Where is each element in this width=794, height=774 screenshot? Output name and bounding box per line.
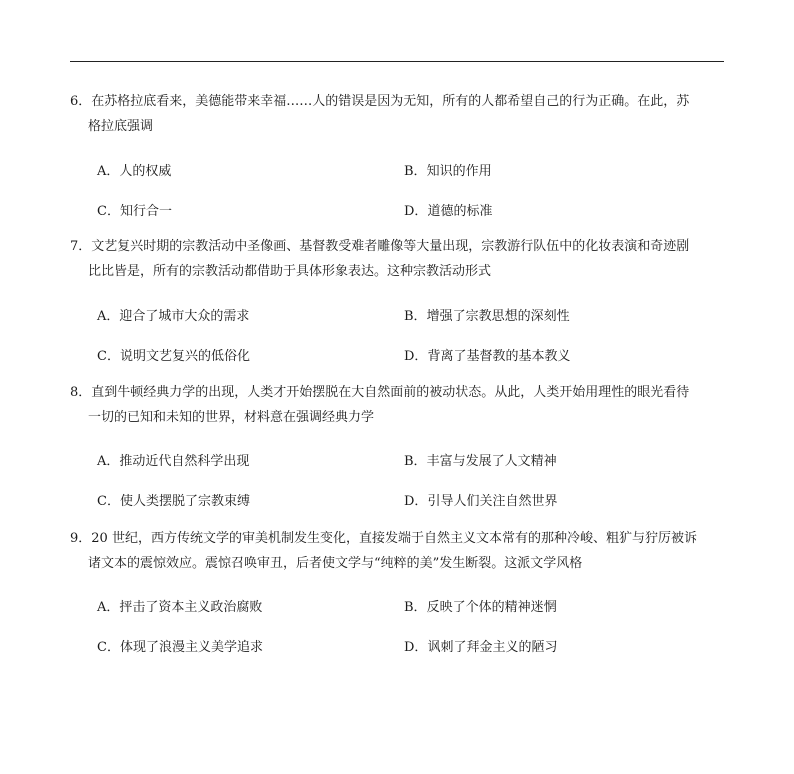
option-d[interactable]: D．道德的标准 — [404, 204, 493, 219]
option-a[interactable]: A．抨击了资本主义政治腐败 — [97, 600, 263, 615]
question-number: 9． — [70, 531, 92, 546]
question-number: 7． — [70, 239, 92, 254]
option-c[interactable]: C．体现了浪漫主义美学追求 — [97, 640, 263, 655]
option-d[interactable]: D．讽刺了拜金主义的陋习 — [404, 640, 558, 655]
question-text-line-2: 诸文本的震惊效应。震惊召唤审丑，后者使文学与“纯粹的美”发生断裂。这派文学风格 — [88, 556, 583, 571]
question-text-line-1: 直到牛顿经典力学的出现，人类才开始摆脱在大自然面前的被动状态。从此，人类开始用理性的眼光看待 — [91, 385, 690, 400]
question-stem — [70, 234, 726, 284]
question-number: 8． — [70, 385, 92, 400]
option-a[interactable]: A．推动近代自然科学出现 — [97, 454, 250, 469]
option-c[interactable]: C．说明文艺复兴的低俗化 — [97, 349, 250, 364]
question-text-line-1: 文艺复兴时期的宗教活动中圣像画、基督教受难者雕像等大量出现，宗教游行队伍中的化妆表演和奇迹剧 — [91, 239, 690, 254]
question-text-line-1: 20 世纪，西方传统文学的审美机制发生变化，直接发端于自然主义文本常有的那种冷峻、粗犷与狞厉被诉 — [91, 531, 697, 546]
option-b[interactable]: B．反映了个体的精神迷惘 — [404, 600, 557, 615]
question-6 — [70, 89, 726, 139]
option-d[interactable]: D．引导人们关注自然世界 — [404, 494, 558, 509]
question-stem — [70, 380, 726, 430]
question-stem — [70, 526, 726, 576]
question-text-line-2: 比比皆是，所有的宗教活动都借助于具体形象表达。这种宗教活动形式 — [88, 264, 492, 279]
question-text-line-2: 格拉底强调 — [88, 119, 154, 134]
option-c[interactable]: C．知行合一 — [97, 204, 172, 219]
option-b[interactable]: B．丰富与发展了人文精神 — [404, 454, 557, 469]
option-c[interactable]: C．使人类摆脱了宗教束缚 — [97, 494, 250, 509]
option-b[interactable]: B．增强了宗教思想的深刻性 — [404, 309, 570, 324]
question-text-line-2: 一切的已知和未知的世界，材料意在强调经典力学 — [88, 410, 375, 425]
question-7 — [70, 234, 726, 284]
option-d[interactable]: D．背离了基督教的基本教义 — [404, 349, 571, 364]
option-a[interactable]: A．迎合了城市大众的需求 — [97, 309, 250, 324]
option-b[interactable]: B．知识的作用 — [404, 164, 492, 179]
question-8 — [70, 380, 726, 430]
header-rule — [70, 61, 724, 62]
question-stem — [70, 89, 726, 139]
option-a[interactable]: A．人的权威 — [97, 164, 172, 179]
question-text-line-1: 在苏格拉底看来，美德能带来幸福……人的错误是因为无知，所有的人都希望自己的行为正确。在此，苏 — [91, 94, 690, 109]
question-number: 6． — [70, 94, 92, 109]
question-9 — [70, 526, 726, 576]
